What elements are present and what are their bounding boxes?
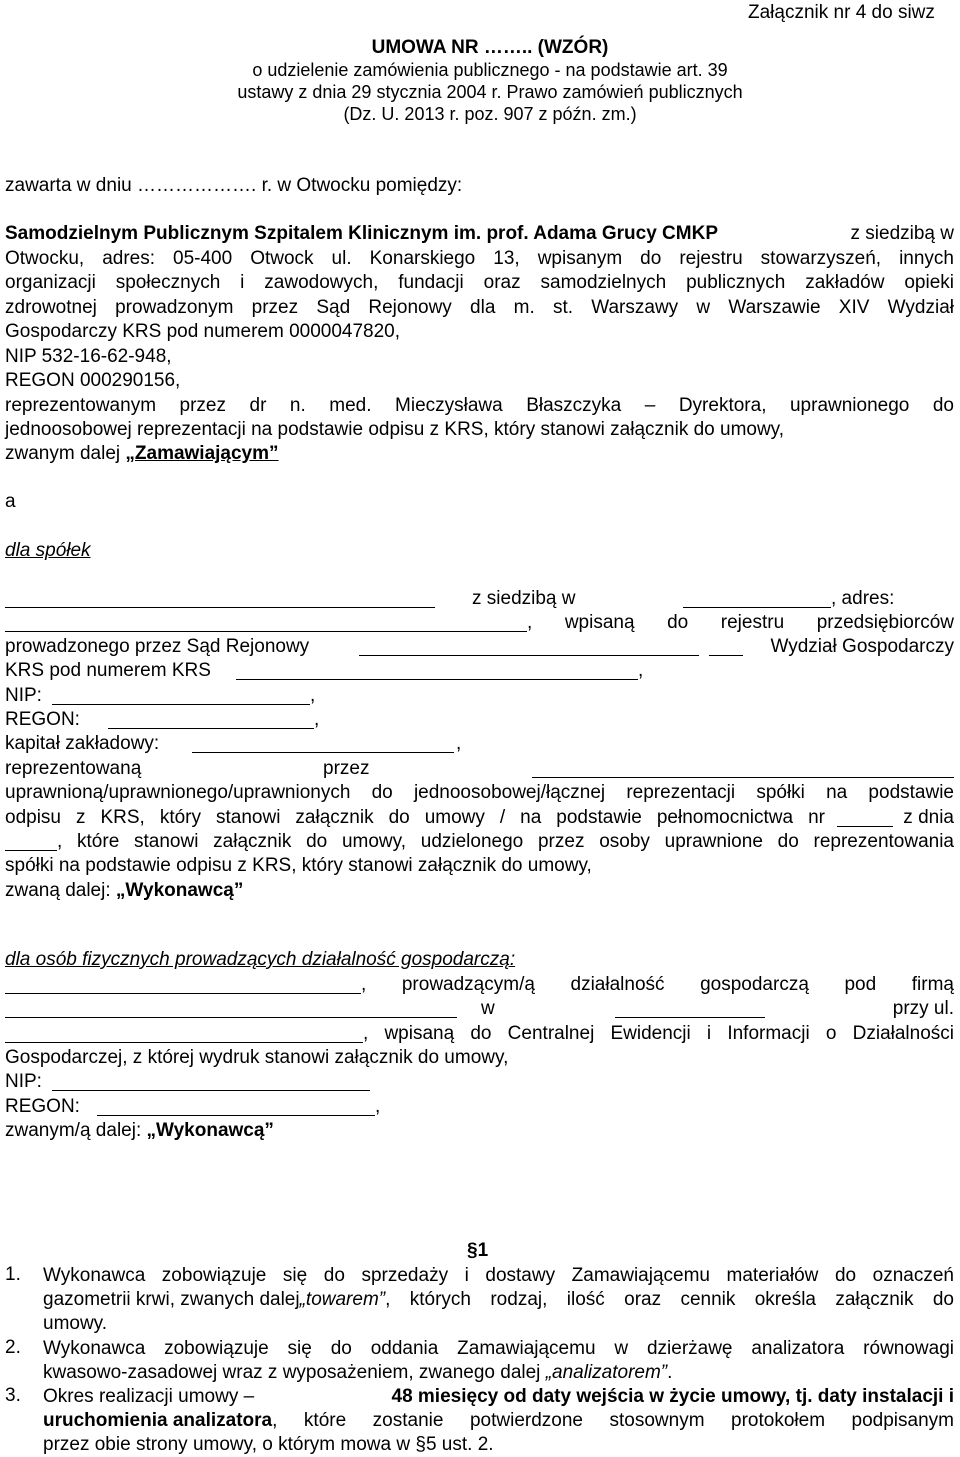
company-name-blank — [5, 589, 435, 608]
item3-line2-bold: uruchomienia analizatora — [43, 1410, 273, 1431]
party1-line2: Otwocku, adres: 05-400 Otwock ul. Konarskiego 13, wpisanym do rejestru stowarzyszeń, innych — [5, 248, 954, 269]
company-krs-blank — [236, 661, 638, 680]
company-address-blank — [5, 613, 527, 632]
individual-regon-label: REGON: — [5, 1096, 80, 1117]
contract-title: UMOWA NR …….. (WZÓR) — [371, 37, 609, 58]
item1-line1: Wykonawca zobowiązuje się do sprzedaży i dostawy Zamawiającemu materiałów do oznaczeń — [43, 1265, 954, 1286]
company-division-blank — [709, 637, 743, 656]
company-nip-line — [5, 684, 954, 708]
item1-line3: umowy. — [43, 1313, 108, 1334]
company-krs-annex-line: spółki na podstawie odpisu z KRS, który stanowi załącznik do umowy, — [5, 855, 592, 876]
company-capital-blank — [192, 734, 454, 753]
company-division-label: Wydział Gospodarczy — [770, 636, 954, 657]
individual-firm-text: , prowadzącym/ą działalność gospodarczą pod firmą — [361, 974, 954, 995]
company-court-blank — [359, 637, 699, 656]
company-poa-line — [5, 806, 954, 830]
item-number: 1. — [5, 1264, 21, 1285]
company-regon-comma: , — [314, 709, 320, 730]
company-poa-date-blank — [5, 832, 57, 851]
item1-line2 — [43, 1288, 954, 1312]
connector-a: a — [5, 491, 16, 512]
party1-seat-suffix: z siedzibą w — [850, 223, 954, 244]
contract-subtitle-line1: o udzielenie zamówienia publicznego - na podstawie art. 39 — [252, 60, 728, 80]
individual-ceidg-line2: Gospodarczej, z której wydruk stanowi załącznik do umowy, — [5, 1047, 509, 1068]
item2-line2-b: . — [667, 1362, 673, 1383]
item3-line2-a: , które zostanie potwierdzone stosownym protokołem podpisanym — [272, 1410, 954, 1431]
companies-heading-text: dla spółek — [5, 540, 91, 561]
company-register-text: , wpisaną do rejestru przedsiębiorców — [527, 612, 954, 633]
attachment-label: Załącznik nr 4 do siwz — [748, 2, 935, 23]
party1-line3: organizacji społecznych i zawodowych, fundacji oraz samodzielnych publicznych zakładów opieki — [5, 272, 954, 293]
individual-regon-comma: , — [375, 1096, 381, 1117]
company-alias-prefix: zwaną dalej: — [5, 880, 111, 901]
party1-regon: REGON 000290156, — [5, 370, 181, 391]
company-regon-label: REGON: — [5, 709, 80, 730]
individual-ceidg-line — [5, 1022, 954, 1046]
party1-alias-line — [5, 442, 954, 466]
individuals-heading — [5, 948, 954, 972]
company-seat-line — [5, 587, 954, 611]
company-rep-line — [5, 757, 954, 781]
individual-nip-label: NIP: — [5, 1071, 42, 1092]
section-label: §1 — [467, 1240, 489, 1261]
list-item — [5, 1385, 954, 1455]
company-rep-blank — [532, 759, 954, 778]
contract-title-block — [205, 36, 775, 125]
individual-alias-line — [5, 1119, 954, 1143]
company-seat-label: z siedzibą w — [472, 588, 576, 609]
item2-line2 — [43, 1361, 954, 1385]
individual-city-blank — [615, 999, 765, 1018]
company-rep-label: reprezentowaną — [5, 758, 142, 779]
individual-alias-prefix: zwanym/ą dalej: — [5, 1120, 142, 1141]
party1-representative: reprezentowanym przez dr n. med. Mieczysława Błaszczyka – Dyrektora, uprawnionego do — [5, 395, 954, 416]
party1-nip: NIP 532-16-62-948, — [5, 346, 172, 367]
individual-address-line — [5, 997, 954, 1021]
individual-street-blank — [5, 1024, 363, 1043]
item3-line2 — [43, 1409, 954, 1433]
company-regon-blank — [108, 710, 314, 729]
company-regon-line — [5, 708, 954, 732]
individuals-heading-text: dla osób fizycznych prowadzących działalność gospodarczą: — [5, 949, 516, 970]
company-poa-number-blank — [837, 808, 893, 827]
individual-name-blank — [5, 975, 361, 994]
company-address-label: , adres: — [831, 588, 895, 609]
party1-alias-prefix: zwanym dalej — [5, 443, 121, 464]
company-rep-by: przez — [323, 758, 370, 779]
item2-line2-a: kwasowo-zasadowej wraz z wyposażeniem, zwanego dalej — [43, 1362, 541, 1383]
company-krs-label: KRS pod numerem KRS — [5, 660, 211, 681]
company-court-label: prowadzonego przez Sąd Rejonowy — [5, 636, 310, 657]
company-court-line — [5, 635, 954, 659]
company-nip-label: NIP: — [5, 685, 42, 706]
individual-regon-blank — [97, 1097, 375, 1116]
companies-heading — [5, 539, 954, 563]
item3-line1 — [43, 1385, 954, 1409]
company-capital-label: kapitał zakładowy: — [5, 733, 160, 754]
company-poa-line2 — [5, 830, 954, 854]
contract-subtitle-line3: (Dz. U. 2013 r. poz. 907 z późn. zm.) — [343, 104, 637, 124]
company-register-line — [5, 611, 954, 635]
item3-line3: przez obie strony umowy, o którym mowa w §5 ust. 2. — [43, 1434, 494, 1455]
company-nip-comma: , — [310, 685, 316, 706]
party1-line4: zdrowotnej prowadzonym przez Sąd Rejonowy dla m. st. Warszawy w Warszawie XIV Wydział — [5, 297, 954, 318]
contract-subtitle-line2: ustawy z dnia 29 stycznia 2004 r. Prawo zamówień publicznych — [237, 82, 743, 102]
party1-name-line — [5, 222, 954, 246]
item3-line1-bold: 48 miesięcy od daty wejścia w życie umowy, tj. daty instalacji i — [391, 1386, 954, 1407]
list-item — [5, 1337, 954, 1387]
item2-line2-italic: „analizatorem” — [545, 1362, 668, 1383]
item-number: 3. — [5, 1385, 21, 1406]
party1-alias: „Zamawiającym” — [125, 443, 279, 464]
individual-city-label: w — [481, 998, 495, 1019]
concluded-line: zawarta w dniu ………………. r. w Otwocku pomiędzy: — [5, 175, 463, 196]
party1-line5: Gospodarczy KRS pod numerem 0000047820, — [5, 321, 401, 342]
individual-nip-line — [5, 1070, 954, 1094]
individual-firm-line — [5, 973, 954, 997]
individual-ceidg-text: , wpisaną do Centralnej Ewidencji i Informacji o Działalności — [363, 1023, 954, 1044]
party1-line9: jednoosobowej reprezentacji na podstawie odpisu z KRS, który stanowi załącznik do umowy, — [5, 419, 785, 440]
company-authorized-line: uprawnioną/uprawnionego/uprawnionych do jednoosobowej/łącznej reprezentacji spółki na podstawie — [5, 782, 954, 803]
list-item — [5, 1264, 954, 1338]
company-city-blank — [683, 589, 831, 608]
company-capital-comma: , — [456, 733, 462, 754]
individual-regon-line — [5, 1095, 954, 1119]
individual-firm-blank — [5, 999, 457, 1018]
item1-line2-italic: „towarem” — [299, 1289, 386, 1310]
company-poa-date-label: z dnia — [903, 807, 954, 828]
item2-line1: Wykonawca zobowiązuje się do oddania Zamawiającemu w dzierżawę analizatora równowagi — [43, 1338, 954, 1359]
company-alias-line — [5, 879, 954, 903]
item3-line1-a: Okres realizacji umowy – — [43, 1386, 255, 1407]
individual-street-label: przy ul. — [892, 998, 954, 1019]
individual-nip-blank — [52, 1072, 370, 1091]
company-poa-text2: , które stanowi załącznik do umowy, udzielonego przez osoby uprawnione do reprezentowania — [57, 831, 954, 852]
company-nip-blank — [52, 686, 310, 705]
company-alias: „Wykonawcą” — [115, 880, 244, 901]
party1-name: Samodzielnym Publicznym Szpitalem Klinicznym im. prof. Adama Grucy CMKP — [5, 223, 719, 244]
item1-line2-a: gazometrii krwi, zwanych dalej — [43, 1289, 300, 1310]
company-capital-line — [5, 732, 954, 756]
company-krs-line — [5, 659, 954, 683]
individual-alias: „Wykonawcą” — [146, 1120, 274, 1141]
company-poa-text: odpisu z KRS, który stanowi załącznik do umowy / na podstawie pełnomocnictwa nr — [5, 807, 825, 828]
item-number: 2. — [5, 1337, 21, 1358]
company-krs-comma: , — [638, 660, 644, 681]
item1-line2-b: , których rodzaj, ilość oraz cennik określa załącznik do — [385, 1289, 954, 1310]
